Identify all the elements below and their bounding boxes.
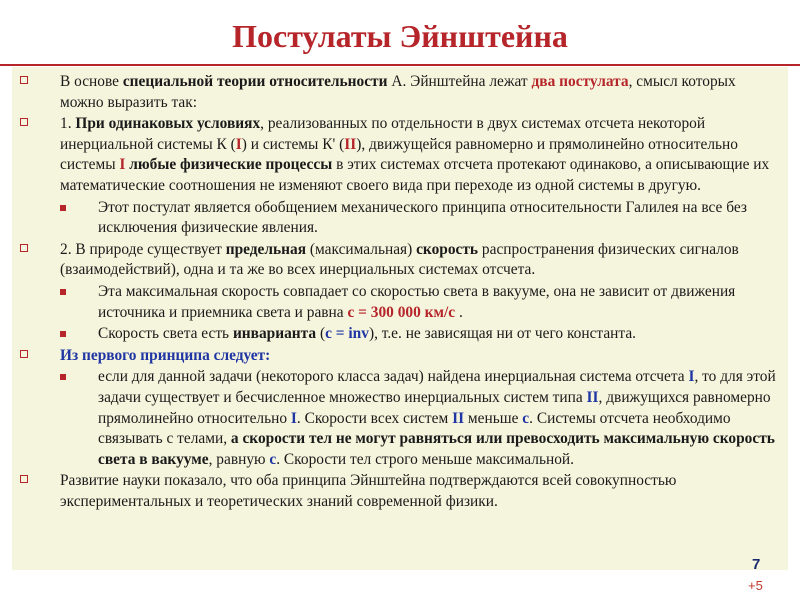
filled-square-bullet-icon: [60, 331, 66, 337]
list-item-postulate-2: 2. В природе существует предельная (максимальная) скорость распространения физических сигналов (взаимодействий), одна и та же во всех инерциальных системах отсчета.: [20, 240, 780, 281]
hollow-square-bullet-icon: [20, 475, 28, 483]
sub-item-light-speed: Эта максимальная скорость совпадает со скоростью света в вакууме, она не зависит от движения источника и приемника света и равна c = 300 000 км/с .: [20, 282, 780, 323]
filled-square-bullet-icon: [60, 374, 66, 380]
list-item-consequence-heading: Из первого принципа следует:: [20, 346, 780, 367]
title-underline: [0, 64, 800, 66]
hollow-square-bullet-icon: [20, 76, 28, 84]
hollow-square-bullet-icon: [20, 118, 28, 126]
sub-item-galileo: Этот постулат является обобщением механического принципа относительности Галилея на все без исключения физические явления.: [20, 198, 780, 239]
slide-content: [20, 72, 780, 513]
sub-item-invariant: Скорость света есть инварианта (c = inv), т.е. не зависящая ни от чего константа.: [20, 324, 780, 345]
list-item-postulate-1: 1. При одинаковых условиях, реализованных по отдельности в двух системах отсчета некоторой инерциальной системы К (I) и системы К' (II), движущейся равномерно и прямолинейно относительно системы I любые физические процессы в этих системах отсчета протекают одинаково, а описывающие их математические соотношения не изменяют своего вида при переходе из одной системы в другую.: [20, 114, 780, 196]
hollow-square-bullet-icon: [20, 350, 28, 358]
filled-square-bullet-icon: [60, 205, 66, 211]
filled-square-bullet-icon: [60, 289, 66, 295]
hollow-square-bullet-icon: [20, 244, 28, 252]
sub-item-consequence: если для данной задачи (некоторого класса задач) найдена инерциальная система отсчета I, то для этой задачи существует и бесчисленное множество инерциальных систем типа II, движущихся равномерно прямолинейно относительно I. Скорости всех систем II меньше c. Системы отсчета необходимо связывать с телами, а скорости тел не могут равняться или превосходить максимальную скорость света в вакууме, равную c. Скорости тел строго меньше максимальной.: [20, 367, 780, 470]
list-item-intro: В основе специальной теории относительности А. Эйнштейна лежат два постулата, смысл которых можно выразить так:: [20, 72, 780, 113]
slide-title: Постулаты Эйнштейна: [232, 18, 568, 54]
page-number: 7: [752, 556, 761, 573]
list-item-conclusion: Развитие науки показало, что оба принципа Эйнштейна подтверждаются всей совокупностью экспериментальных и теоретических знаний современной физики.: [20, 471, 780, 512]
page-extra: +5: [748, 578, 763, 593]
